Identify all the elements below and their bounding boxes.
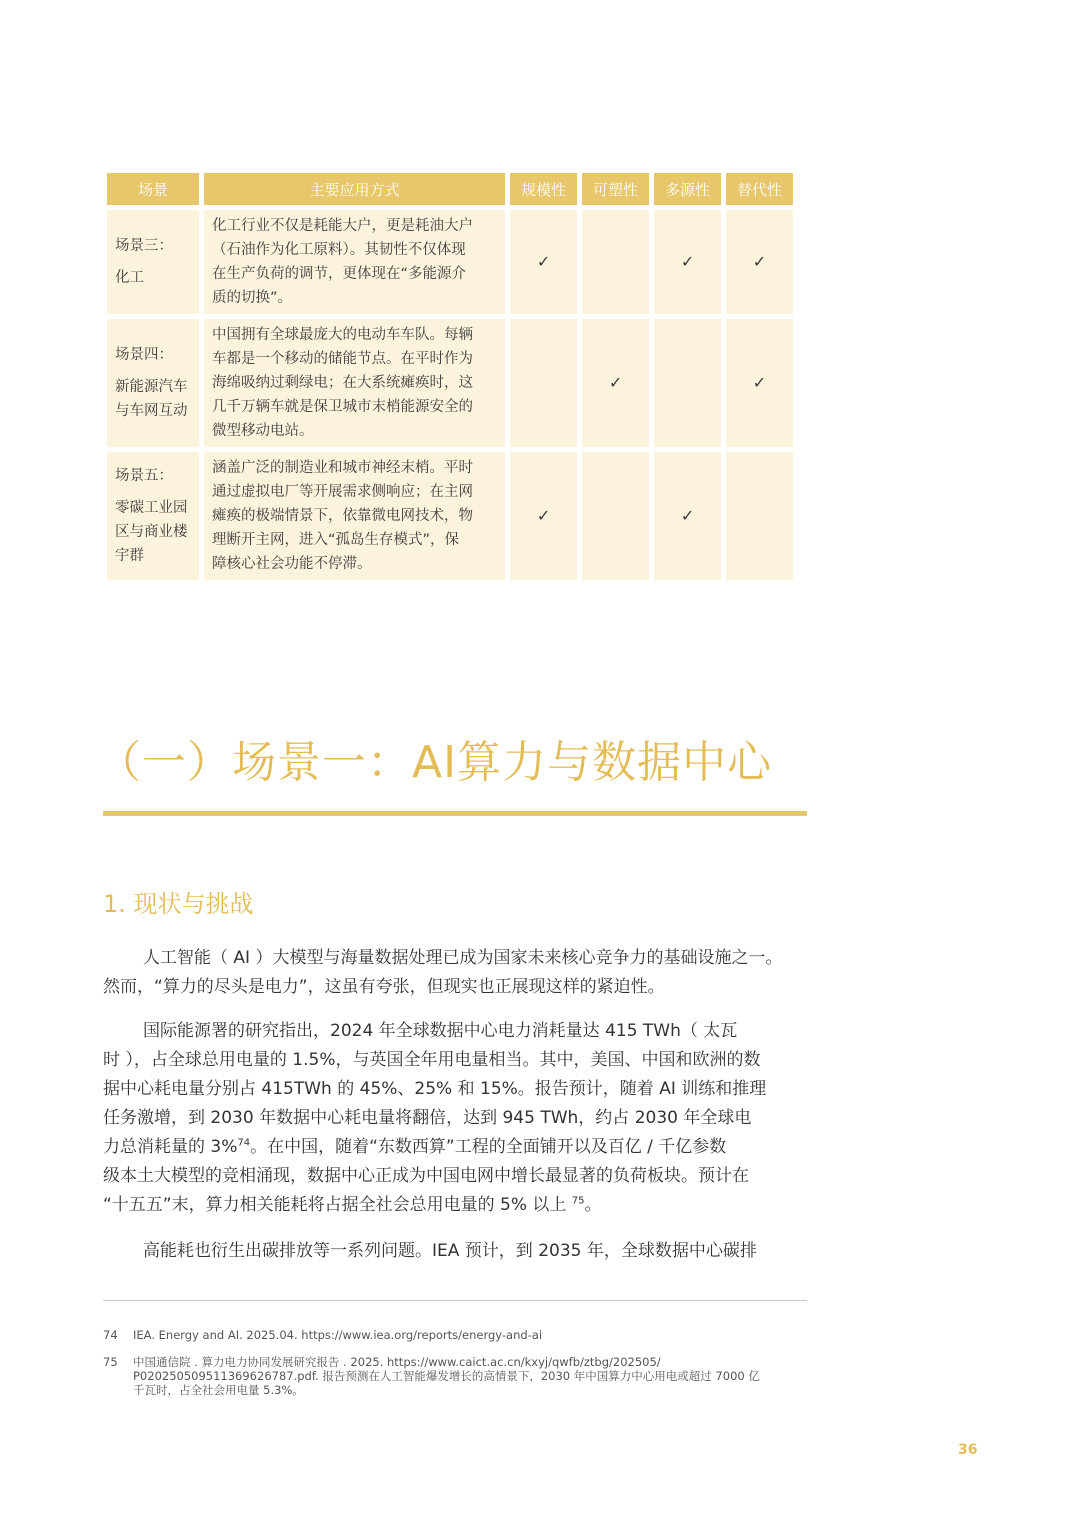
footnote-text[interactable]: 中国通信院 . 算力电力协同发展研究报告 . 2025. https://www.caict.ac.cn/kxyj/qwfb/ztbg/202505/: [133, 1355, 661, 1369]
description-cell: [204, 210, 505, 314]
scene-label: 场景三：: [115, 238, 173, 254]
paragraph-line: [103, 1191, 807, 1220]
footnote-number: 74: [103, 1328, 118, 1342]
table-row: [107, 319, 793, 447]
desc-line: （石油作为化工原料）。其韧性不仅体现: [212, 242, 466, 258]
footnote-ref-74[interactable]: 74: [237, 1137, 251, 1149]
scene-label: 场景四：: [115, 347, 173, 363]
paragraph-line: 级本土大模型的竞相涌现，数据中心正成为中国电网中增长最显著的负荷板块。预计在: [103, 1166, 749, 1186]
section-title-underline: [103, 811, 807, 816]
scene-cell: [107, 319, 199, 447]
check-mark: [654, 319, 721, 447]
text-run: 力总消耗量的 3%: [103, 1137, 238, 1157]
table-header-row: [107, 173, 793, 205]
paragraph-line: 时 ），占全球总用电量的 1.5%，与英国全年用电量相当。其中，美国、中国和欧洲的数: [103, 1050, 761, 1070]
desc-line: 理断开主网，进入“孤岛生存模式”，保: [212, 532, 460, 548]
scene-cell: [107, 452, 199, 580]
section-title: （一）场景一：AI算力与数据中心: [97, 737, 773, 788]
paragraph-line: 然而，“算力的尽头是电力”，这虽有夸张，但现实也正展现这样的紧迫性。: [103, 977, 665, 997]
header-scene: 场景: [107, 173, 199, 205]
text-run: “十五五”末，算力相关能耗将占据全社会总用电量的 5% 以上: [103, 1195, 572, 1215]
desc-line: 障核心社会功能不停滞。: [212, 556, 372, 572]
desc-line: 微型移动电站。: [212, 423, 314, 439]
desc-line: 几千万辆车就是保卫城市末梢能源安全的: [212, 399, 474, 415]
paragraph-line: 高能耗也衍生出碳排放等一系列问题。IEA 预计，到 2035 年，全球数据中心碳排: [143, 1241, 757, 1261]
description-cell: [204, 319, 505, 447]
description-cell: [204, 452, 505, 580]
footnote-text[interactable]: IEA. Energy and AI. 2025.04. https://www.iea.org/reports/energy-and-ai: [133, 1328, 543, 1342]
check-mark: ✓: [726, 210, 793, 314]
paragraph-1: [103, 944, 807, 1002]
header-application: 主要应用方式: [204, 173, 505, 205]
scene-name: 新能源汽车: [115, 379, 188, 395]
check-mark: ✓: [510, 452, 577, 580]
header-substitution: 替代性: [726, 173, 793, 205]
scene-name: 零碳工业园: [115, 500, 188, 516]
paragraph-line: [103, 1133, 807, 1162]
desc-line: 海绵吸纳过剩绿电；在大系统瘫痪时，这: [212, 375, 474, 391]
paragraph-line: 人工智能（ AI ）大模型与海量数据处理已成为国家未来核心竞争力的基础设施之一。: [143, 948, 783, 968]
desc-line: 质的切换”。: [212, 290, 293, 306]
scene-cell: [107, 210, 199, 314]
desc-line: 瘫痪的极端情景下，依靠微电网技术，物: [212, 508, 474, 524]
text-run: 。在中国，随着“东数西算”工程的全面铺开以及百亿 / 千亿参数: [250, 1137, 727, 1157]
check-mark: ✓: [654, 452, 721, 580]
desc-line: 在生产负荷的调节，更体现在“多能源介: [212, 266, 467, 282]
desc-line: 车都是一个移动的储能节点。在平时作为: [212, 351, 474, 367]
check-mark: ✓: [726, 319, 793, 447]
desc-line: 化工行业不仅是耗能大户，更是耗油大户: [212, 218, 474, 234]
check-mark: ✓: [654, 210, 721, 314]
check-mark: [582, 210, 649, 314]
scene-name: 与车网互动: [115, 403, 188, 419]
check-mark: [726, 452, 793, 580]
footnote-text: P020250509511369626787.pdf. 报告预测在人工智能爆发增长的高情景下，2030 年中国算力中心用电或超过 7000 亿: [133, 1369, 760, 1383]
check-mark: [510, 319, 577, 447]
page-number: 36: [958, 1442, 978, 1458]
paragraph-3: [103, 1237, 807, 1266]
check-mark: [582, 452, 649, 580]
footnote-74: [103, 1328, 807, 1342]
footnote-ref-75[interactable]: 75: [571, 1195, 585, 1207]
footnote-divider: [103, 1300, 807, 1301]
scenario-table: [102, 168, 798, 585]
scene-label: 场景五：: [115, 468, 173, 484]
scene-name: 化工: [115, 270, 144, 286]
paragraph-2: [103, 1017, 807, 1220]
text-run: 。: [584, 1195, 602, 1215]
desc-line: 通过虚拟电厂等开展需求侧响应；在主网: [212, 484, 474, 500]
footnote-75: [103, 1355, 807, 1397]
header-multisource: 多源性: [654, 173, 721, 205]
header-scale: 规模性: [510, 173, 577, 205]
scene-name: 宇群: [115, 548, 144, 564]
footnote-number: 75: [103, 1355, 118, 1369]
desc-line: 中国拥有全球最庞大的电动车车队。每辆: [212, 327, 474, 343]
scene-name: 区与商业楼: [115, 524, 188, 540]
footnote-text: 千瓦时，占全社会用电量 5.3%。: [133, 1383, 304, 1397]
header-plasticity: 可塑性: [582, 173, 649, 205]
paragraph-line: 任务激增，到 2030 年数据中心耗电量将翻倍，达到 945 TWh，约占 2030 年全球电: [103, 1108, 752, 1128]
check-mark: ✓: [582, 319, 649, 447]
desc-line: 涵盖广泛的制造业和城市神经末梢。平时: [212, 460, 474, 476]
paragraph-line: 国际能源署的研究指出，2024 年全球数据中心电力消耗量达 415 TWh（ 太瓦: [143, 1021, 738, 1041]
table-row: [107, 210, 793, 314]
subsection-title: 1. 现状与挑战: [103, 890, 254, 918]
paragraph-line: 据中心耗电量分别占 415TWh 的 45%、25% 和 15%。报告预计，随着 AI 训练和推理: [103, 1079, 767, 1099]
check-mark: ✓: [510, 210, 577, 314]
table-row: [107, 452, 793, 580]
